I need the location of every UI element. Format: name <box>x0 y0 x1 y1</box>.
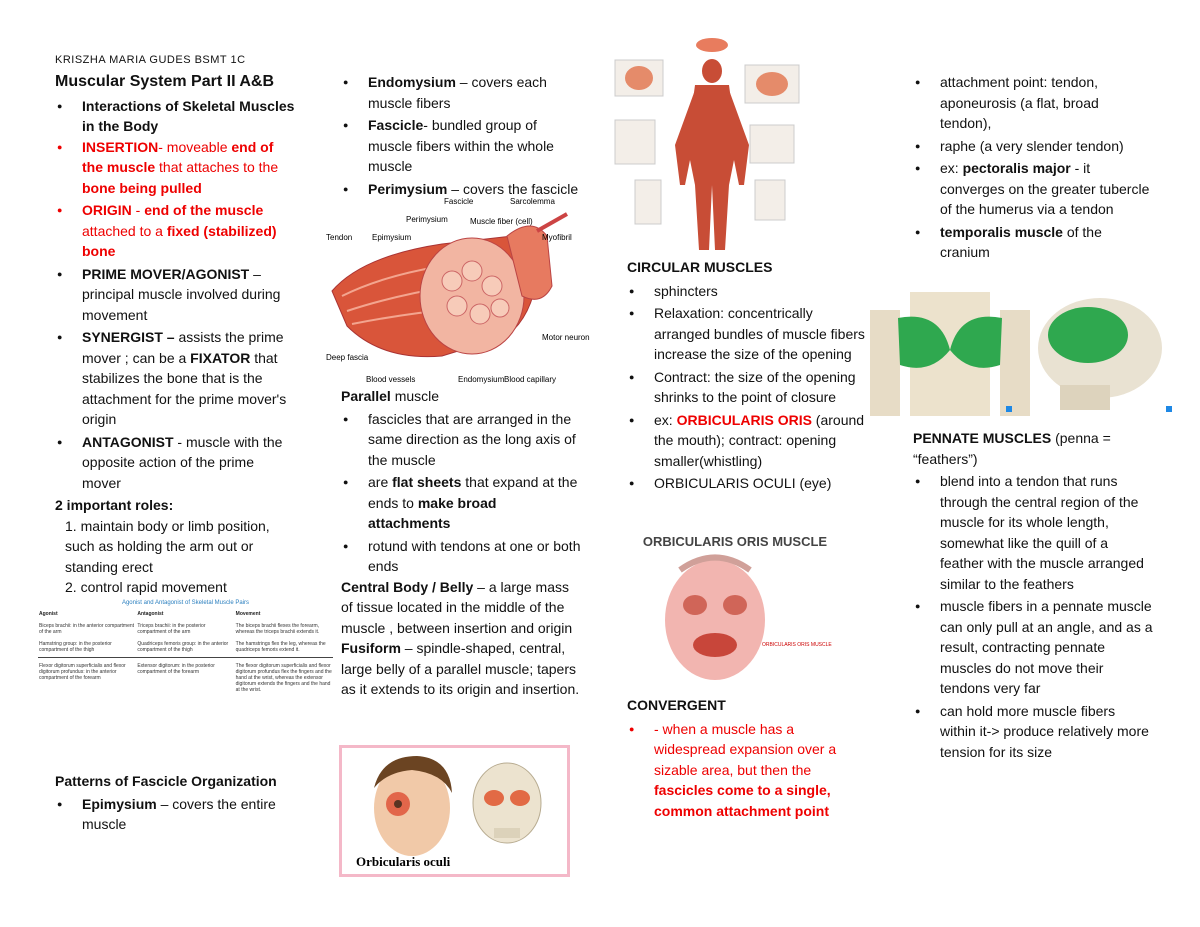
list-item: ● muscle fibers in a pennate muscle can only pull at an angle, and as a result, contracting pennate muscles do not move their tendons very far <box>913 596 1153 699</box>
convergent-list <box>627 719 867 822</box>
list-item: ● Interactions of Skeletal Muscles in the Body <box>55 96 295 137</box>
central-body-text: Central Body / Belly – a large mass of tissue located in the middle of the muscle , between insertion and origin <box>341 578 573 636</box>
list-item-prime-mover: ● PRIME MOVER/AGONIST – principal muscle involved during movement <box>55 264 295 326</box>
circular-section <box>627 257 867 494</box>
list-item: ● Relaxation: concentrically arranged bundles of muscle fibers increase the size of the opening <box>627 303 867 365</box>
label-blood-vessels: Blood vessels <box>366 375 416 384</box>
list-item: ● temporalis muscle of the cranium <box>913 222 1153 263</box>
list-item-fascicle: ● Fascicle- bundled group of muscle fibers within the whole muscle <box>341 115 581 177</box>
list-item: ● - when a muscle has a widespread expansion over a sizable area, but then the fascicles come to a single, common attachment point <box>627 719 867 822</box>
roles-title: 2 important roles: <box>55 497 174 513</box>
label-endomysium: Endomysium <box>458 375 505 384</box>
list-item: ● are flat sheets that expand at the ends to make broad attachments <box>341 472 581 534</box>
list-item: ● rotund with tendons at one or both ends <box>341 536 581 577</box>
table-row: Flexor digitorum superficialis and flexor digitorum profundus: in the anterior compartment of the forearm Extensor digitorum: in the posterior compartment of the forearm The flexor digitorum superficialis and flexor digitorum profundus flex the fingers and the hand at the wrist, whereas the extensor digitorum extends the fingers and the hand at the wrist. <box>39 663 332 693</box>
list-item: ● can hold more muscle fibers within it-> produce relatively more tension for its size <box>913 701 1153 763</box>
column-1 <box>55 72 295 598</box>
list-item-epimysium: ● Epimysium – covers the entire muscle <box>55 794 295 835</box>
list-item-synergist: ● SYNERGIST – assists the prime mover ; can be a FIXATOR that stabilizes the bone that is the attachment for the prime mover's origin <box>55 327 295 430</box>
oris-label: ORBICULARIS ORIS MUSCLE <box>762 642 832 648</box>
list-item: ● Contract: the size of the opening shrinks to the point of closure <box>627 367 867 408</box>
pectoralis-temporalis-figure <box>870 290 1176 420</box>
label-blood-capillary: Blood capillary <box>504 375 557 384</box>
table-header-row: Agonist Antagonist Movement <box>39 611 261 617</box>
circular-title: CIRCULAR MUSCLES <box>627 259 773 275</box>
roles-list <box>55 96 295 494</box>
column-2 <box>341 72 581 199</box>
convergent-section <box>627 695 867 821</box>
list-item: ● ORBICULARIS OCULI (eye) <box>627 473 867 494</box>
agonist-antagonist-table <box>38 600 333 694</box>
role-2: 2. control rapid movement <box>65 579 227 595</box>
parallel-section <box>341 386 581 700</box>
parallel-list <box>341 409 581 577</box>
list-item-insertion: ● INSERTION- moveable end of the muscle that attaches to the bone being pulled <box>55 137 295 199</box>
pennate-list <box>913 471 1153 762</box>
label-perimysium: Perimysium <box>406 215 448 224</box>
pectoralis-skull-illustration <box>870 290 1176 420</box>
oris-title: ORBICULARIS ORIS MUSCLE <box>642 534 828 549</box>
list-item-antagonist: ● ANTAGONIST - muscle with the opposite action of the prime mover <box>55 432 295 494</box>
pennate-title: PENNATE MUSCLES (penna = “feathers”) <box>913 430 1111 467</box>
table-title: Agonist and Antagonist of Skeletal Muscle Pairs <box>121 600 250 606</box>
label-fascicle: Fascicle <box>444 197 474 206</box>
list-item: ● blend into a tendon that runs through the central region of the muscle for its whole length, somewhat like the quill of a feather with the muscle arranged similar to the feathers <box>913 471 1153 594</box>
patterns-section <box>55 771 295 835</box>
column-4 <box>913 72 1153 263</box>
label-tendon: Tendon <box>326 233 353 242</box>
list-item: ● ex: pectoralis major - it converges on the greater tubercle of the humerus via a tendon <box>913 158 1153 220</box>
oris-face-illustration <box>640 550 830 678</box>
list-item-perimysium: ● Perimysium – covers the fascicle <box>341 179 581 200</box>
list-item: ● fascicles that are arranged in the same direction as the long axis of the muscle <box>341 409 581 471</box>
list-item-endomysium: ● Endomysium – covers each muscle fibers <box>341 72 581 113</box>
label-deep-fascia: Deep fascia <box>326 353 369 362</box>
page-title: Muscular System Part II A&B <box>55 73 275 90</box>
list-item: ● sphincters <box>627 281 867 302</box>
pennate-section <box>913 428 1153 762</box>
muscle-structure-figure <box>322 196 590 388</box>
circular-list <box>627 281 867 494</box>
body-muscles-diagram <box>605 35 867 257</box>
oculi-caption: Orbicularis oculi <box>356 854 451 869</box>
label-myofibril: Myofibril <box>542 233 572 242</box>
list-item: ● raphe (a very slender tendon) <box>913 136 1153 157</box>
patterns-list <box>55 794 295 835</box>
convergent-title: CONVERGENT <box>627 697 726 713</box>
fascicle-list <box>341 72 581 199</box>
list-item: ● attachment point: tendon, aponeurosis (a flat, broad tendon), <box>913 72 1153 134</box>
parallel-heading: Parallel muscle <box>341 388 440 404</box>
convergent-details-list <box>913 72 1153 263</box>
oculi-illustration <box>342 748 567 874</box>
label-muscle-fiber: Muscle fiber (cell) <box>470 217 533 226</box>
role-1: 1. maintain body or limb position, such as holding the arm out or standing erect <box>65 517 270 575</box>
orbicularis-oris-figure <box>640 534 830 694</box>
muscle-body-figure <box>605 35 867 257</box>
table-row: Biceps brachii: in the anterior compartment of the arm Triceps brachii: in the posterior compartment of the arm The biceps brachii flexes the forearm, whereas the triceps brachii extends it. <box>39 623 320 635</box>
orbicularis-oculi-figure <box>339 745 570 877</box>
label-sarcolemma: Sarcolemma <box>510 197 555 206</box>
author-header: KRISZHA MARIA GUDES BSMT 1C <box>55 54 246 66</box>
patterns-title: Patterns of Fascicle Organization <box>55 773 277 789</box>
muscle-anatomy-diagram <box>322 196 590 388</box>
table-row: Hamstring group: in the posterior compartment of the thigh Quadriceps femoris group: in the anterior compartment of the thigh The hamstrings flex the leg, whereas the quadriceps femoris extend it. <box>39 641 326 653</box>
table-divider <box>38 657 333 658</box>
fusiform-text: Fusiform – spindle-shaped, central, large belly of a parallel muscle; tapers as it extends to its origin and insertion. <box>341 640 580 697</box>
label-epimysium: Epimysium <box>372 233 412 242</box>
list-item-origin: ● ORIGIN - end of the muscle attached to a fixed (stabilized) bone <box>55 200 295 262</box>
label-motor-neuron: Motor neuron <box>542 333 590 342</box>
list-item: ● ex: ORBICULARIS ORIS (around the mouth); contract: opening smaller(whistling) <box>627 410 867 472</box>
